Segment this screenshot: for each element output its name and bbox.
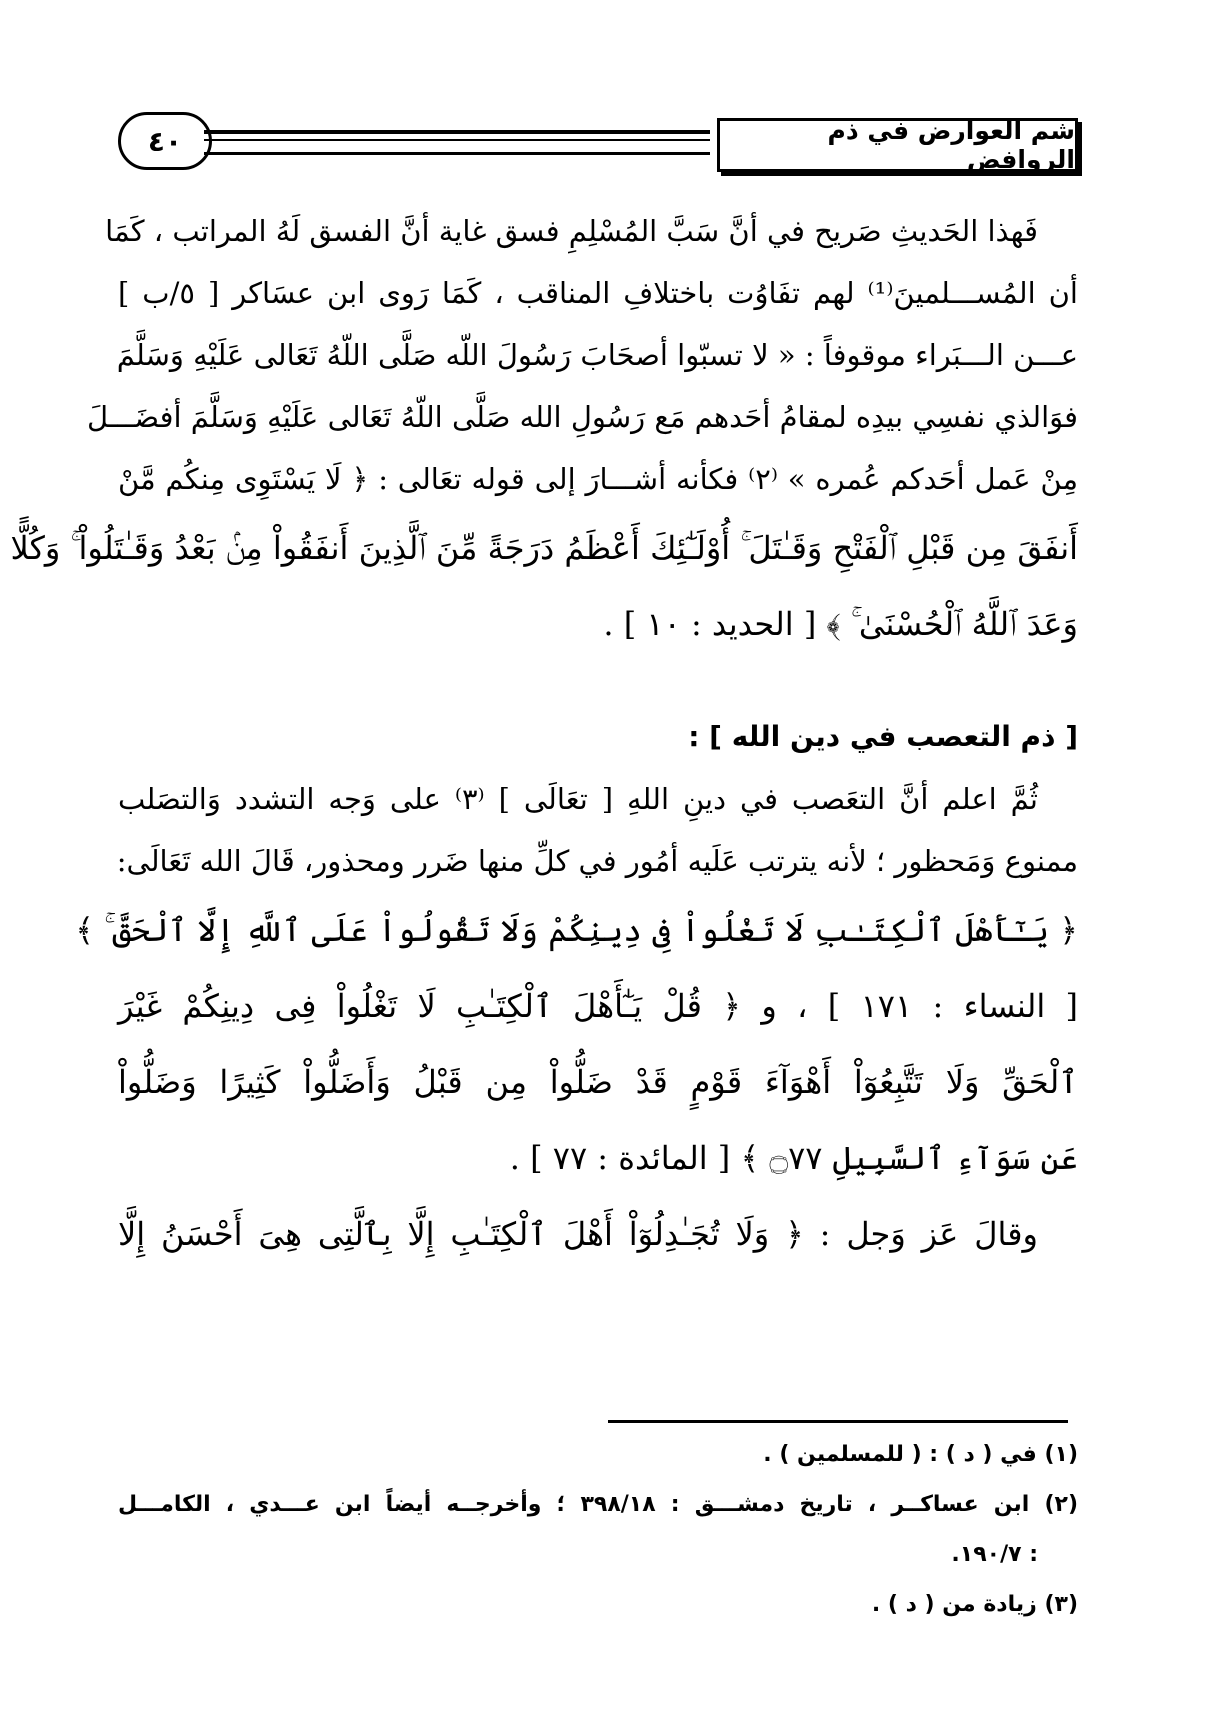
footnote-divider	[608, 1420, 1068, 1423]
text-line: عـــن الـــبَراء موقوفاً : « لا تسبّوا أصحَابَ رَسُولَ اللّه صَلَّى اللّهُ تَعَالى عَلَيْهِ وَسَلَّمَ	[116, 338, 1078, 372]
footnote: (٣) زيادة من ( د ) .	[871, 1592, 1078, 1617]
page-header	[118, 112, 1078, 172]
text-line: فوَالذي نفسِي بيدِه لمقامُ أحَدهم مَع رَسُولِ الله صَلَّى اللّهُ تَعَالى عَلَيْهِ وَسَلَّمَ أفضَـــلَ	[86, 400, 1078, 434]
page-number: ٤٠	[118, 112, 212, 170]
text-line: ممنوع وَمَحظور ؛ لأنه يترتب عَلَيه أمُور في كلِّ منها ضَرر ومحذور، قَالَ الله تَعَالَى:	[116, 844, 1078, 878]
section-heading: [ ذم التعصب في دين الله ] :	[688, 720, 1078, 753]
footnote-continuation: : ١٩٠/٧.	[951, 1542, 1038, 1567]
book-title: شم العوارض في ذم الروافض	[717, 118, 1078, 172]
quran-line: وقالَ عَز وَجل : ﴿ وَلَا تُجَـٰدِلُوٓاْ أَهْلَ ٱلْكِتَـٰبِ إِلَّا بِٱلَّتِى هِىَ أَحْسَنُ إِلَّا	[118, 1215, 1039, 1253]
text-line: ثُمَّ اعلم أنَّ التعَصب في دينِ اللهِ [ تعَالَى ] ⁽٣⁾ على وَجه التشدد وَالتصَلب	[118, 782, 1038, 816]
quran-line: ﴿ يَـٰٓأَهْلَ ٱلْكِتَـٰبِ لَا تَغْلُواْ فِى دِينِكُمْ وَلَا تَقُولُواْ عَلَى ٱللَّهِ إِلَّا ٱلْحَقَّ ۚ ﴾	[75, 911, 1078, 949]
quran-line: ٱلْحَقِّ وَلَا تَتَّبِعُوٓاْ أَهْوَآءَ قَوْمٍ قَدْ ضَلُّواْ مِن قَبْلُ وَأَضَلُّواْ كَثِيرًا وَضَلُّواْ	[118, 1063, 1078, 1101]
footnotes	[118, 1430, 1078, 1630]
quran-line: عَن سَوَآءِ ٱلسَّبِيلِ ۝٧٧ ﴾ [ المائدة : ٧٧ ] .	[509, 1139, 1078, 1177]
quran-line: [ النساء : ١٧١ ] ، و ﴿ قُلْ يَـٰٓأَهْلَ ٱلْكِتَـٰبِ لَا تَغْلُواْ فِى دِينِكُمْ غَيْرَ	[118, 987, 1079, 1025]
footnote: (٢) ابن عساكــر ، تاريخ دمشـــق : ٣٩٨/١٨ ؛ وأخرجــه أيضاً ابن عـــدي ، الكامـــل	[118, 1492, 1078, 1517]
main-text	[10, 200, 1079, 1272]
text-line: فَهذا الحَديثِ صَريح في أنَّ سَبَّ المُسْلِمِ فسق غاية أنَّ الفسق لَهُ المراتب ، كَمَا	[105, 214, 1038, 248]
quran-line: وَعَدَ ٱللَّهُ ٱلْحُسْنَىٰ ۚ ﴾ [ الحديد : ١٠ ] .	[603, 605, 1078, 643]
text-line: أن المُســـلمينَ⁽¹⁾ لهم تفَاوُت باختلافِ المناقب ، كَمَا رَوى ابن عسَاكر [ ٥/ب ]	[118, 276, 1078, 310]
text-line: مِنْ عَمل أحَدكم عُمره » ⁽٢⁾ فكأنه أشـــارَ إلى قوله تعَالى : ﴿ لَا يَسْتَوِى مِنكُم مَّنْ	[118, 462, 1078, 496]
header-rule	[204, 130, 710, 155]
footnote: (١) في ( د ) : ( للمسلمين ) .	[763, 1442, 1078, 1467]
quran-line: أَنفَقَ مِن قَبْلِ ٱلْفَتْحِ وَقَـٰتَلَ ۚ أُوْلَـٰٓئِكَ أَعْظَمُ دَرَجَةً مِّنَ ٱلَّذِينَ أَنفَقُواْ مِنۢ بَعْدُ وَقَـٰتَلُواْ ۚ وَكُلًّا	[10, 529, 1078, 567]
